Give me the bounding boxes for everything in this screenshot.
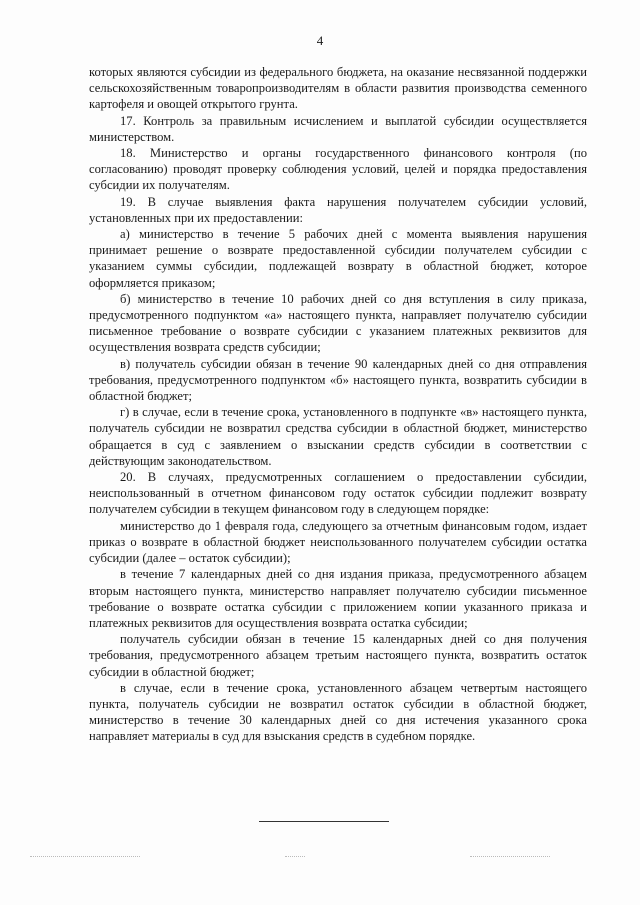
scan-artifact bbox=[470, 856, 550, 858]
page-number: 4 bbox=[316, 33, 324, 48]
scan-artifact bbox=[30, 856, 140, 858]
paragraph-19-b: б) министерство в течение 10 рабочих дней со дня вступления в силу приказа, предусмотренного подпунктом «а» настоящего пункта, направляет получателю субсидии письменное требование о возврате субсидии с указанием платежных реквизитов для осуществления возврата средств субсидии; bbox=[89, 291, 587, 355]
paragraph-19-g: г) в случае, если в течение срока, установленного в подпункте «в» настоящего пункта, получатель субсидии не возвратил средства субсидии в областной бюджет, министерство обращается в суд с заявлением о взыскании средств субсидии в соответствии с действующим законодательством. bbox=[89, 405, 587, 468]
scan-artifact bbox=[285, 856, 305, 858]
end-separator-line bbox=[259, 821, 389, 822]
paragraph-20-item-1: министерство до 1 февраля года, следующего за отчетным финансовым годом, издает приказ о возврате в областной бюджет неиспользованного получателем субсидии остатка субсидии (далее – остаток субсидии); bbox=[89, 518, 587, 566]
paragraph-18: 18. Министерство и органы государственного финансового контроля (по согласованию) проводят проверку соблюдения условий, целей и порядка предоставления субсидии их получателям. bbox=[89, 146, 587, 193]
paragraph-20-item-4: в случае, если в течение срока, установленного абзацем четвертым настоящего пункта, получатель субсидии не возвратил остаток субсидии в областной бюджет, министерство в течение 30 календарных дней со дня истечения указанного срока направляет материалы в суд для взыскания средств в судебном порядке. bbox=[89, 680, 587, 744]
paragraph-19-v: в) получатель субсидии обязан в течение 90 календарных дней со дня отправления требования, предусмотренного подпунктом «б» настоящего пункта, возвратить субсидии в областной бюджет; bbox=[89, 356, 587, 404]
paragraph-continuation: которых являются субсидии из федерального бюджета, на оказание несвязанной поддержки сельскохозяйственным товаропроизводителям в области развития производства семенного картофеля и овощей открытого грунта. bbox=[89, 65, 587, 112]
paragraph-19-a: а) министерство в течение 5 рабочих дней с момента выявления нарушения принимает решение о возврате предоставленной субсидии получателем субсидии с указанием суммы субсидии, подлежащей возврату в областной бюджет, которое оформляется приказом; bbox=[89, 227, 587, 290]
paragraph-20-item-2: в течение 7 календарных дней со дня издания приказа, предусмотренного абзацем вторым настоящего пункта, министерство направляет получателю субсидии письменное требование о возврате остатка субсидии с приложением копии указанного приказа и платежных реквизитов для осуществления возврата остатка субсидии; bbox=[89, 567, 587, 630]
paragraph-19: 19. В случае выявления факта нарушения получателем субсидии условий, установленных при их предоставлении: bbox=[89, 194, 587, 225]
document-body bbox=[89, 64, 587, 745]
paragraph-20-item-3: получатель субсидии обязан в течение 15 календарных дней со дня получения требования, предусмотренного абзацем третьим настоящего пункта, возвратить остаток субсидии в областной бюджет; bbox=[89, 632, 587, 679]
paragraph-17: 17. Контроль за правильным исчислением и выплатой субсидии осуществляется министерством. bbox=[89, 113, 587, 144]
paragraph-20: 20. В случаях, предусмотренных соглашением о предоставлении субсидии, неиспользованный в отчетном финансовом году остаток субсидии подлежит возврату получателем субсидии в текущем финансовом году в следующем порядке: bbox=[89, 470, 587, 517]
